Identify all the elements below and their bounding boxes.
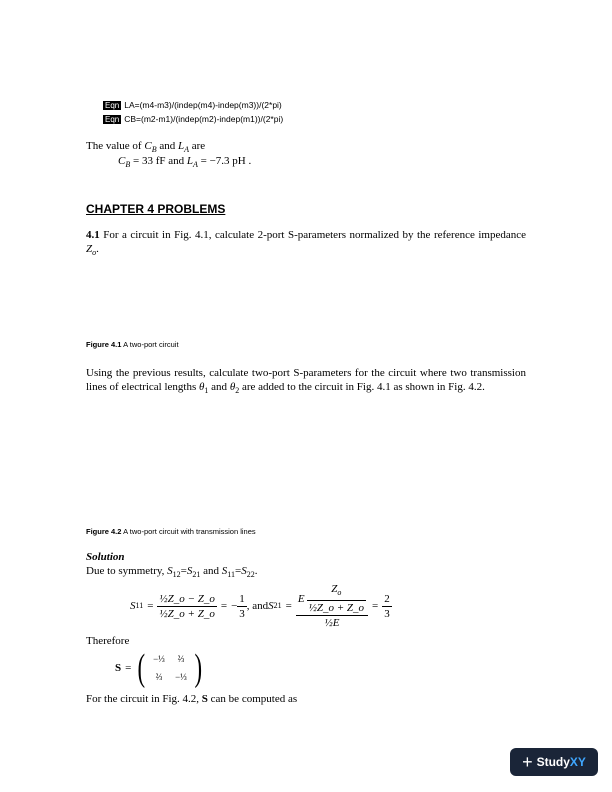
sub: B — [151, 145, 157, 155]
denominator: 3 — [239, 607, 245, 620]
text: = 33 fF and — [130, 155, 187, 167]
brand-text: Study — [536, 755, 570, 769]
text: are — [188, 140, 206, 152]
figure-text: A two-port circuit with transmission lines — [121, 527, 256, 536]
s11-fraction — [157, 592, 216, 621]
text: For a circuit in Fig. 4.1, calculate 2-port S-parameters normalized by the reference impedance — [99, 229, 526, 241]
sub: 2 — [235, 386, 240, 396]
sub: o — [337, 588, 342, 598]
var-z: Z — [86, 243, 93, 255]
s21-fraction — [296, 582, 368, 630]
text: are added to the circuit in Fig. 4.1 as shown in Fig. 4.2. — [239, 381, 485, 393]
s11-numerator: ½Z_o − Z_o — [159, 592, 215, 605]
numerator: 1 — [239, 592, 245, 605]
matrix-cell: −⅓ — [153, 654, 165, 664]
minus-sign: − — [231, 600, 238, 612]
var-z: Z — [331, 582, 338, 595]
var-s: S — [186, 565, 193, 577]
inner-denominator: ½Z_o + Z_o — [308, 602, 365, 615]
sub: 1 — [204, 386, 209, 396]
s-matrix: S = ( −⅓ ⅔ ⅔ −⅓ ) — [115, 646, 205, 690]
figure-4-2-caption — [86, 527, 256, 536]
figure-label: Figure 4.2 — [86, 527, 122, 536]
paragraph-transmission-lines — [86, 366, 526, 398]
var-c: C — [118, 155, 126, 167]
sub: A — [184, 145, 189, 155]
text: and — [156, 140, 178, 152]
var-e: E — [297, 592, 305, 605]
var-c: C — [144, 140, 152, 152]
text: = — [180, 565, 187, 577]
therefore-label: Therefore — [86, 635, 130, 647]
figure-4-1-caption — [86, 340, 179, 349]
numerator: 2 — [384, 592, 390, 605]
problem-number: 4.1 — [86, 229, 100, 241]
var-theta: θ — [229, 381, 236, 393]
matrix-cell: −⅓ — [175, 672, 187, 682]
sub: B — [125, 160, 131, 170]
matrix-cell: ⅔ — [177, 654, 185, 664]
sub: 22 — [246, 570, 255, 580]
sub: 11 — [227, 570, 235, 580]
sub: 21 — [192, 570, 201, 580]
s11-value — [237, 592, 247, 621]
s21-numerator — [296, 582, 368, 616]
var-theta: θ — [199, 381, 205, 393]
s21-denominator: ½E — [324, 617, 340, 630]
text: Solution — [86, 551, 125, 563]
denominator: 3 — [384, 607, 390, 620]
text: Using the previous results, calculate two-port S-parameters for the circuit where two transmission lines of electrical lengths — [86, 367, 526, 393]
text: Due to symmetry, — [86, 565, 168, 577]
s21-inner-fraction — [307, 582, 366, 615]
values-result — [118, 154, 251, 172]
equation-text: CB=(m2-m1)/(indep(m2)-indep(m1))/(2*pi) — [124, 114, 284, 124]
var-l: L — [186, 155, 193, 167]
var-s: S — [241, 565, 247, 577]
matrix-label: S — [201, 693, 208, 705]
eqn-tag: Eqn — [105, 115, 120, 124]
matrix-body: ( −⅓ ⅔ ⅔ −⅓ ) — [137, 647, 203, 689]
equation-line-la — [103, 100, 282, 110]
text: . — [96, 243, 99, 255]
text: can be computed as — [207, 693, 298, 705]
problem-4-1 — [86, 228, 526, 260]
sub: A — [192, 160, 198, 170]
matrix-cell: ⅔ — [155, 672, 163, 682]
var-s: S — [130, 600, 136, 612]
var-s: S — [221, 565, 228, 577]
brand-text-accent: XY — [569, 755, 586, 769]
figure-label: Figure 4.1 — [86, 340, 122, 349]
equation-line-cb — [103, 114, 283, 124]
sub: o — [92, 248, 97, 258]
var-s: S — [268, 600, 274, 612]
s11-denominator: ½Z_o + Z_o — [159, 607, 215, 620]
text: . — [254, 565, 258, 577]
chapter-title: CHAPTER 4 PROBLEMS — [86, 202, 226, 216]
plus-icon: + — [522, 751, 533, 772]
s21-value — [382, 592, 392, 621]
text: For the circuit in Fig. 4.2, — [86, 693, 202, 705]
text: , and — [246, 600, 269, 612]
text: = −7.3 pH . — [197, 155, 252, 167]
sub: 12 — [172, 570, 181, 580]
text: and — [200, 565, 222, 577]
figure-text: A two-port circuit — [121, 340, 179, 349]
text: The value of — [86, 140, 145, 152]
equation-text: LA=(m4-m3)/(indep(m4)-indep(m3))/(2*pi) — [124, 100, 282, 110]
studyxy-badge[interactable] — [510, 748, 598, 776]
var-l: L — [177, 140, 185, 152]
matrix-label: S — [115, 662, 122, 674]
sub: 21 — [273, 601, 282, 610]
sub: 11 — [135, 601, 144, 610]
solution-title — [86, 550, 125, 564]
s-parameter-equations: S 11 = $\frac{\text{½Z\_o − Z\_o}}{\text{½Z\_o + Z\_o}}$ = − $\frac{1}{3}$ , and S 21 = E $\frac{Z_o}{\text{½Z\_o + Z\_o}}$ ½E = $\frac{2}{3}$ — [130, 582, 390, 630]
var-s: S — [167, 565, 173, 577]
text: and — [208, 381, 230, 393]
final-line — [86, 692, 297, 706]
eqn-tag: Eqn — [105, 101, 120, 110]
text: = — [234, 565, 242, 577]
